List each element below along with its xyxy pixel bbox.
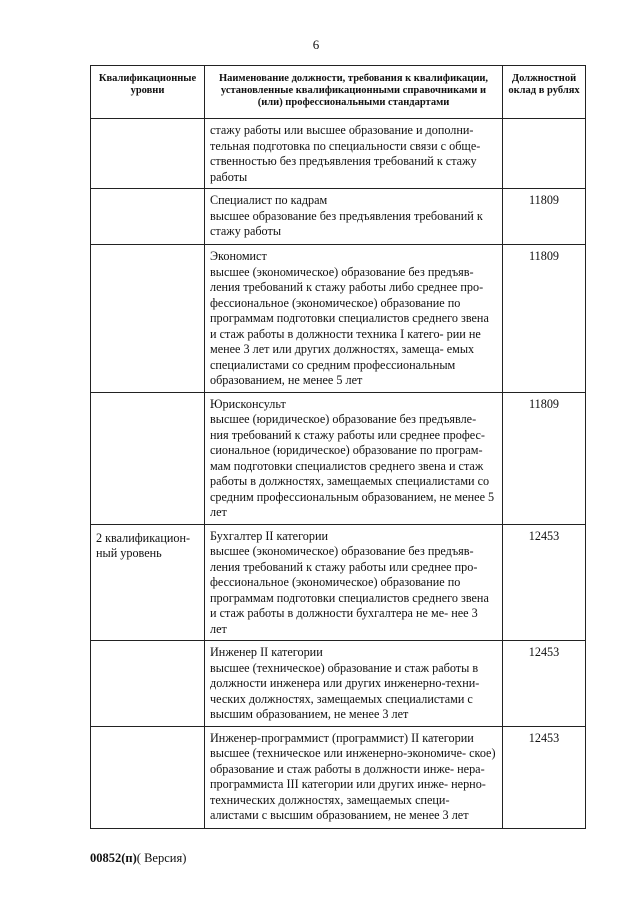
qualification-table	[90, 65, 586, 829]
position-cell	[205, 392, 503, 524]
position-title: Инженер-программист (программист) II категории	[210, 730, 474, 745]
requirements-text: высшее (экономическое) образование без предъяв- ления требований к стажу работы либо среднее про- фессиональное (экономическое) образование по программам подготовки специалистов среднего звена и стаж работы в должности техника I катего- рии не менее 3 лет или других должностях, замеща- емых специалистами со средним профессиональным образованием, не менее 5 лет	[210, 264, 489, 387]
header-position-requirements: Наименование должности, требования к квалификации, установленные квалификационными справочниками и (или) профессиональными стандартами	[205, 66, 503, 119]
header-salary: Должностной оклад в рублях	[503, 66, 586, 119]
salary-cell: 11809	[503, 392, 586, 524]
table-row	[91, 392, 586, 524]
document-code	[90, 851, 186, 866]
position-title: Инженер II категории	[210, 645, 323, 659]
header-qualification-levels: Квалификационные уровни	[91, 66, 205, 119]
salary-cell	[503, 119, 586, 189]
position-title: Специалист по кадрам	[210, 193, 328, 207]
position-cell	[205, 189, 503, 245]
salary-cell: 12453	[503, 641, 586, 727]
table-row	[91, 726, 586, 828]
salary-cell: 12453	[503, 726, 586, 828]
table-row	[91, 119, 586, 189]
level-cell	[91, 641, 205, 727]
page-number: 6	[312, 37, 320, 52]
level-cell: 2 квалификацион- ный уровень	[91, 524, 205, 641]
requirements-text: высшее образование без предъявления требований к стажу работы	[210, 208, 483, 238]
salary-cell: 11809	[503, 245, 586, 393]
level-cell	[91, 189, 205, 245]
position-title: Бухгалтер II категории	[210, 528, 329, 543]
table-row	[91, 189, 586, 245]
salary-cell: 12453	[503, 524, 586, 641]
version-label: ( Версия)	[136, 851, 187, 865]
requirements-text: высшее (экономическое) образование без предъяв- ления требований к стажу работы или среднее про- фессиональное (экономическое) образование по программам подготовки специалистов среднего звена и стаж работы в должности бухгалтера не ме- нее 3 лет	[210, 544, 489, 636]
position-title: Юрисконсульт	[210, 396, 286, 411]
position-cell	[205, 119, 503, 189]
position-cell	[205, 524, 503, 641]
requirements-text: высшее (юридическое) образование без предъявле- ния требований к стажу работы или среднее профес- сиональное (юридическое) образование по програм- мам подготовки специалистов среднего звена и стаж работы в должностях, замещаемых специалистами со средним профессиональным образованием, не менее 5 лет	[210, 412, 495, 519]
requirements-text: высшее (техническое) образование и стаж работы в должности инженера или других инженерно-техни- ческих должностях, замещаемых специалистами с высшим образованием, не менее 3 лет	[210, 660, 480, 721]
level-cell	[91, 392, 205, 524]
level-cell	[91, 245, 205, 393]
salary-cell: 11809	[503, 189, 586, 245]
table-row	[91, 641, 586, 727]
position-cell	[205, 726, 503, 828]
position-title: Экономист	[210, 249, 267, 263]
level-cell	[91, 119, 205, 189]
table-row	[91, 524, 586, 641]
table-header-row	[91, 66, 586, 119]
document-number: 00852(п)	[90, 851, 137, 865]
position-cell	[205, 245, 503, 393]
position-cell	[205, 641, 503, 727]
requirements-text: стажу работы или высшее образование и дополни- тельная подготовка по специальности связи с обще- ственностью без предъявления требований к стажу работы	[210, 123, 481, 184]
table-row	[91, 245, 586, 393]
requirements-text: высшее (техническое или инженерно-экономиче- ское) образование и стаж работы в должности инже- нера-программиста III категории или других инже- нерно-технических должностях, замещаемых специ- алистами с высшим образованием, не менее 3 лет	[210, 746, 496, 822]
level-cell	[91, 726, 205, 828]
